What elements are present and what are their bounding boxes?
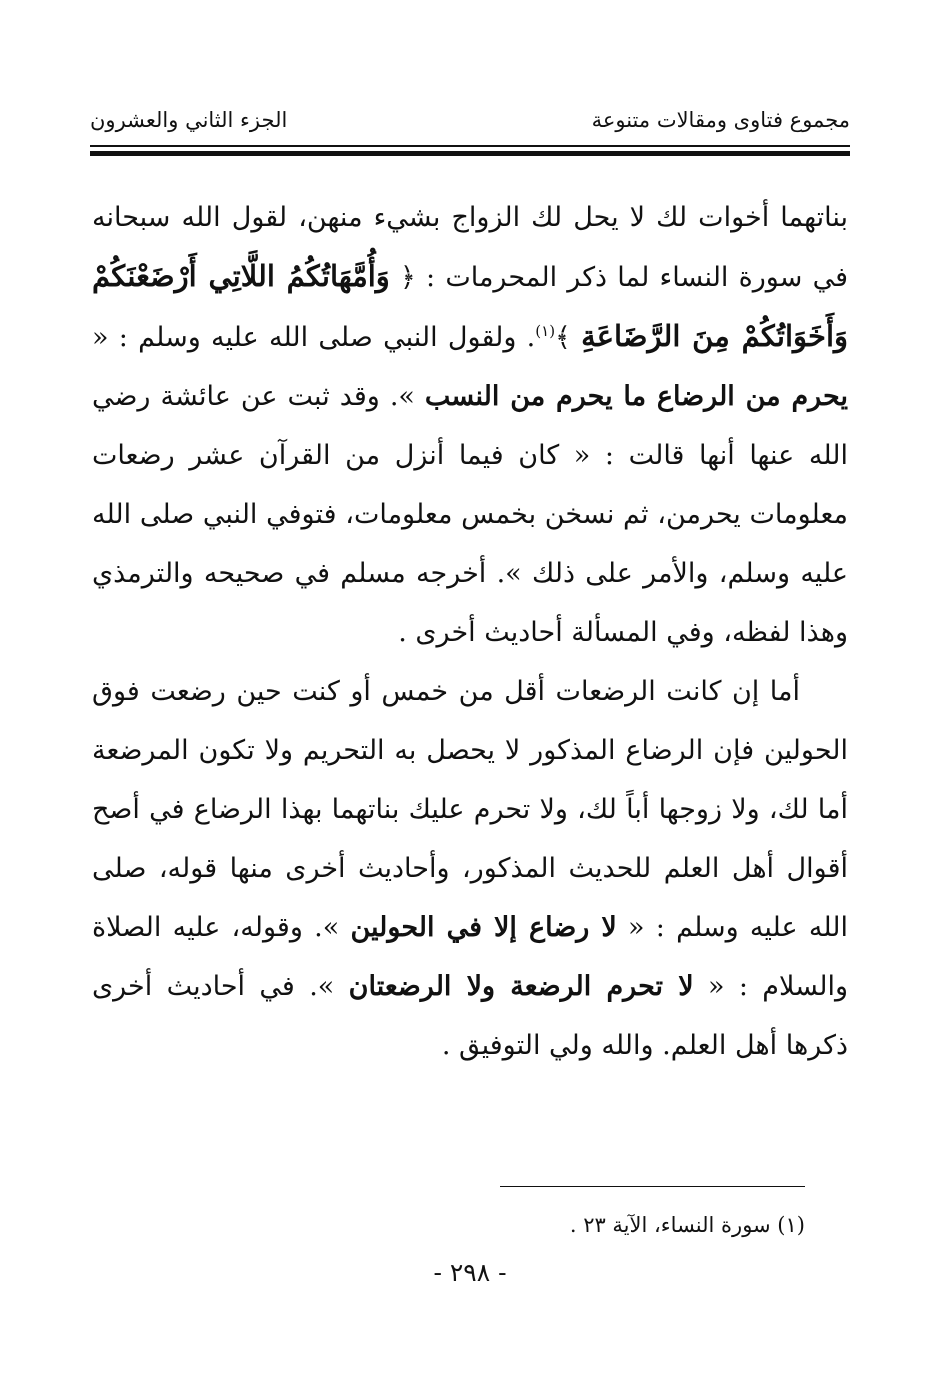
quran-bracket-open: ﴿ — [400, 262, 416, 293]
volume-part: الجزء الثاني والعشرون — [90, 108, 288, 132]
hadith-quote-1: يحرم من الرضاع ما يحرم من النسب — [424, 381, 848, 412]
p1-text-2: . ولقول النبي صلى الله عليه وسلم : « — [92, 322, 536, 353]
page-number: - ٢٩٨ - — [433, 1258, 507, 1287]
quran-verse: وَأُمَّهَاتُكُمُ اللَّاتِي أَرْضَعْنَكُمْ وَأَخَوَاتُكُمْ مِنَ الرَّضَاعَةِ — [92, 259, 848, 353]
hadith-quote-2: لا رضاع إلا في الحولين — [350, 912, 617, 943]
footnote-ref: (١) — [535, 322, 556, 340]
hadith-quote-3: لا تحرم الرضعة ولا الرضعتان — [348, 971, 694, 1002]
p2-text-1: أما إن كانت الرضعات أقل من خمس أو كنت حين رضعت فوق الحولين فإن الرضاع المذكور لا يحصل به التحريم ولا تكون المرضعة أما لك، ولا زوجها أباً لك، ولا تحرم عليك بناتهما بهذا الرضاع في أصح أقوال أهل العلم للحديث المذكور، وأحاديث أخرى منها قوله، صلى الله عليه وسلم : « — [92, 676, 848, 943]
footnote: (١) سورة النساء، الآية ٢٣ . — [569, 1213, 805, 1237]
p2-text-3: ». في أحاديث أخرى ذكرها أهل العلم. والله ولي التوفيق . — [92, 971, 848, 1061]
header-rule-thick — [90, 151, 850, 156]
body-text — [92, 188, 848, 1075]
paragraph-2 — [92, 662, 848, 1075]
p1-text-3: ». وقد ثبت عن عائشة رضي الله عنها أنها قالت : « كان فيما أنزل من القرآن عشر رضعات معلومات يحرمن، ثم نسخن بخمس معلومات، فتوفي النبي صلى الله عليه وسلم، والأمر على ذلك ». أخرجه مسلم في صحيحه والترمذي وهذا لفظه، وفي المسألة أحاديث أخرى . — [92, 381, 848, 648]
quran-bracket-close: ﴾ — [555, 322, 571, 353]
book-title: مجموع فتاوى ومقالات متنوعة — [591, 108, 850, 132]
p1-text-1: بناتهما أخوات لك لا يحل لك الزواج بشيء منهن، لقول الله سبحانه في سورة النساء لما ذكر المحرمات : — [92, 202, 848, 293]
running-header — [90, 108, 850, 138]
footnote-separator — [500, 1186, 805, 1187]
p2-text-2: ». وقوله، عليه الصلاة والسلام : « — [92, 912, 848, 1002]
paragraph-1 — [92, 188, 848, 662]
header-rule-thin — [90, 145, 850, 147]
